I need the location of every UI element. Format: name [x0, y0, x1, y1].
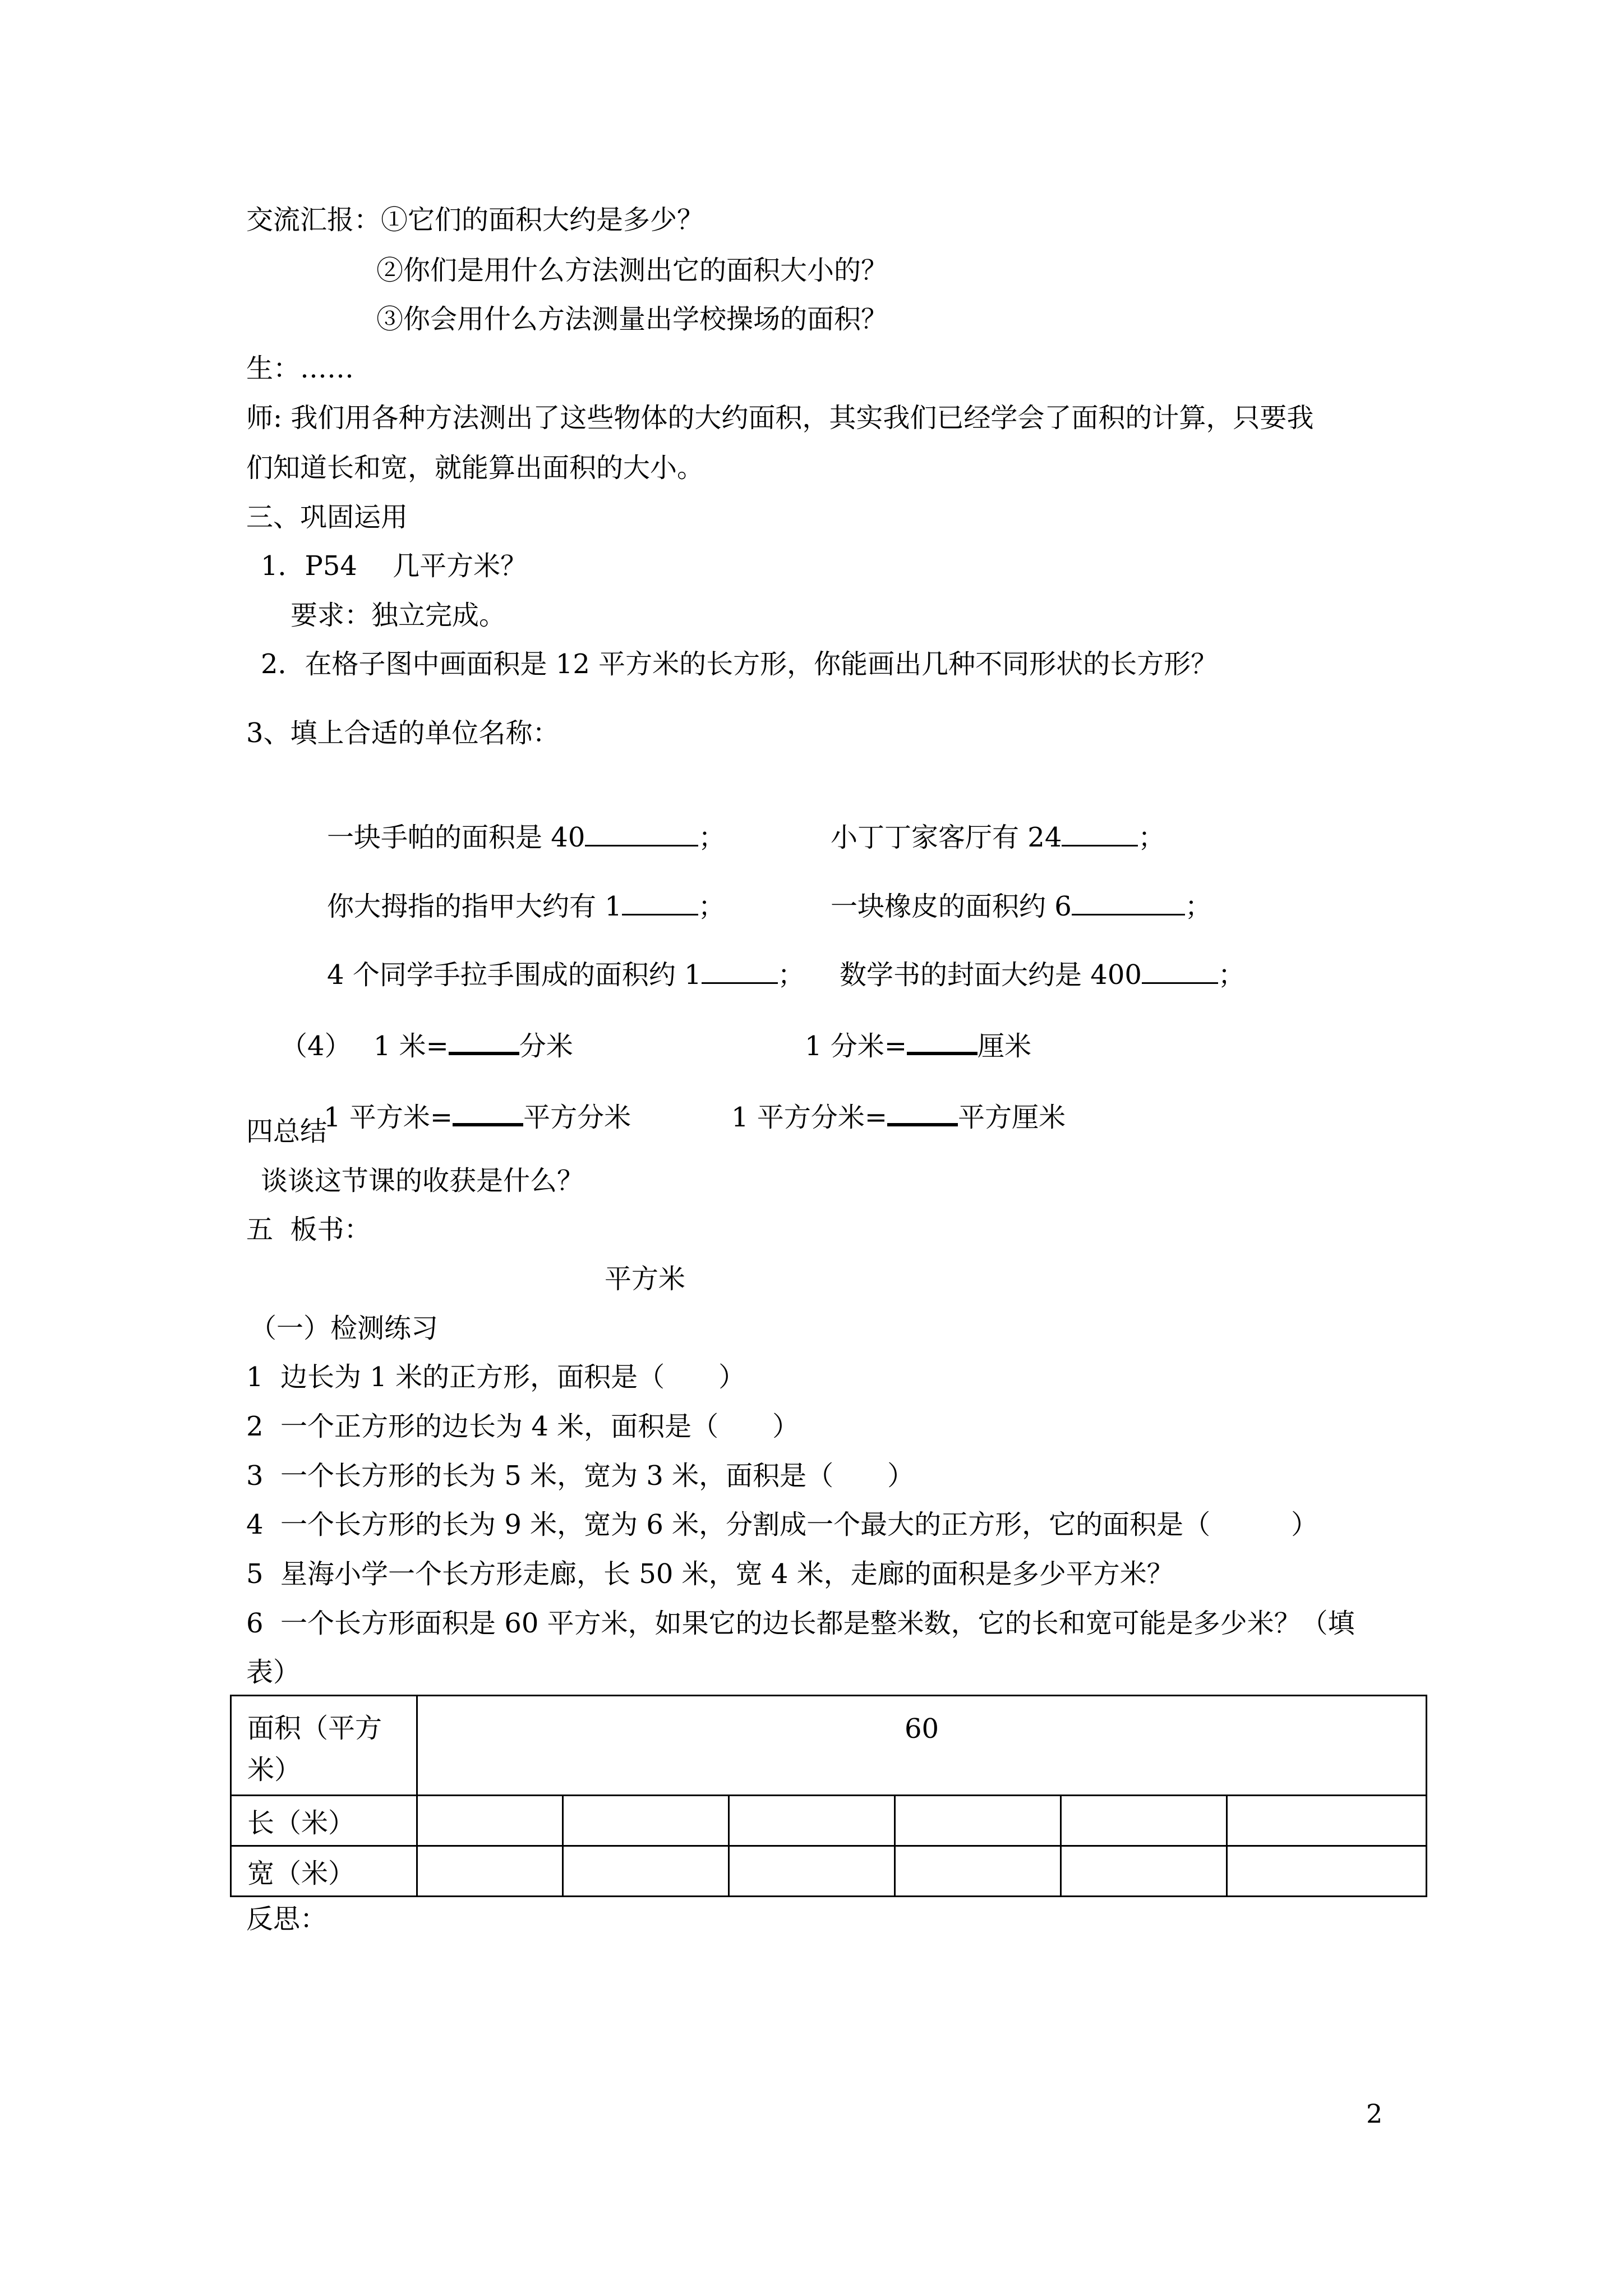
length-width-table — [230, 1695, 1427, 1897]
convert-meter-decimeter: （4） 1 米= 分米 — [246, 998, 573, 1087]
fill-thumbnail: 你大拇指的指甲大约有 1 ； — [293, 860, 725, 947]
report-heading: 交流汇报：①它们的面积大约是多少？ — [246, 204, 704, 236]
width-label-cell: 宽（米） — [231, 1846, 417, 1897]
test-question-2: 2 一个正方形的边长为 4 米，面积是（ ） — [246, 1411, 800, 1442]
area-label-line-2: 米） — [247, 1754, 302, 1786]
teacher-line-1: 师: 我们用各种方法测出了这些物体的大约面积，其实我们已经学会了面积的计算，只要我 — [246, 402, 1314, 434]
answer-blank[interactable] — [449, 1025, 519, 1055]
answer-blank[interactable] — [1072, 887, 1185, 915]
table-row — [231, 1846, 1427, 1897]
answer-blank[interactable] — [907, 1025, 978, 1055]
length-answer-cell[interactable] — [729, 1796, 895, 1846]
test-question-6-line-1: 6 一个长方形面积是 60 平方米，如果它的边长都是整米数，它的长和宽可能是多少米？（填 — [246, 1608, 1355, 1639]
exercise-3-heading: 3、填上合适的单位名称： — [246, 717, 560, 749]
length-answer-cell[interactable] — [417, 1796, 563, 1846]
test-question-6-line-2: 表） — [246, 1657, 301, 1688]
fill-book-cover: 数学书的封面大约是 400 ； — [805, 928, 1245, 1015]
length-answer-cell[interactable] — [563, 1796, 729, 1846]
page-number: 2 — [1366, 2099, 1383, 2129]
width-answer-cell[interactable] — [563, 1846, 729, 1897]
exercise-1-requirement: 要求：独立完成。 — [291, 600, 506, 631]
width-answer-cell[interactable] — [1227, 1846, 1427, 1897]
exercise-2: 2．在格子图中画面积是 12 平方米的长方形，你能画出几种不同形状的长方形？ — [261, 648, 1218, 680]
length-answer-cell[interactable] — [1061, 1796, 1227, 1846]
board-title: 平方米 — [605, 1263, 686, 1295]
convert-decimeter-centimeter: 1 分米= 厘米 — [771, 998, 1031, 1087]
section-4-heading: 四总结 — [246, 1116, 328, 1147]
fill-four-classmates: 4 个同学手拉手围成的面积约 1 ； — [293, 928, 805, 1015]
length-answer-cell[interactable] — [895, 1796, 1061, 1846]
summary-question: 谈谈这节课的收获是什么？ — [261, 1165, 584, 1197]
answer-blank[interactable] — [622, 887, 698, 915]
convert-sqm-sqdm: 1 平方米= 平方分米 — [289, 1069, 631, 1158]
answer-blank[interactable] — [1062, 818, 1138, 846]
fill-living-room: 小丁丁家客厅有 24 ； — [796, 791, 1165, 878]
test-practice-heading: （一）检测练习 — [250, 1313, 439, 1344]
test-question-4: 4 一个长方形的长为 9 米，宽为 6 米，分割成一个最大的正方形，它的面积是（ ） — [246, 1509, 1318, 1540]
reflection-label: 反思： — [246, 1903, 328, 1935]
report-question-3: ③你会用什么方法测量出学校操场的面积？ — [376, 303, 888, 335]
length-answer-cell[interactable] — [1227, 1796, 1427, 1846]
width-answer-cell[interactable] — [1061, 1846, 1227, 1897]
answer-blank[interactable] — [702, 955, 778, 984]
fill-eraser: 一块橡皮的面积约 6 ； — [796, 860, 1212, 947]
length-label-cell: 长（米） — [231, 1796, 417, 1846]
answer-blank[interactable] — [887, 1096, 958, 1126]
section-3-heading: 三、巩固运用 — [246, 501, 408, 533]
exercise-1: 1．P54 几平方米？ — [261, 550, 528, 582]
convert-sqdm-sqcm: 1 平方分米= 平方厘米 — [697, 1069, 1066, 1158]
test-question-1: 1 边长为 1 米的正方形，面积是（ ） — [246, 1361, 746, 1393]
answer-blank[interactable] — [453, 1096, 523, 1126]
section-5-heading: 五 板书： — [246, 1214, 371, 1245]
area-value-cell: 60 — [417, 1696, 1427, 1796]
test-question-5: 5 星海小学一个长方形走廊，长 50 米，宽 4 米，走廊的面积是多少平方米？ — [246, 1558, 1174, 1590]
fill-handkerchief: 一块手帕的面积是 40 ； — [293, 791, 725, 878]
width-answer-cell[interactable] — [895, 1846, 1061, 1897]
report-question-2: ②你们是用什么方法测出它的面积大小的？ — [376, 255, 888, 286]
test-question-3: 3 一个长方形的长为 5 米，宽为 3 米，面积是（ ） — [246, 1460, 915, 1492]
student-line: 生：…… — [246, 353, 354, 384]
width-answer-cell[interactable] — [417, 1846, 563, 1897]
teacher-line-2: 们知道长和宽，就能算出面积的大小。 — [246, 452, 704, 484]
area-label-line-1: 面积（平方 — [247, 1713, 382, 1744]
area-header-cell — [231, 1696, 417, 1796]
table-row — [231, 1796, 1427, 1846]
answer-blank[interactable] — [585, 818, 698, 846]
width-answer-cell[interactable] — [729, 1846, 895, 1897]
table-row — [231, 1696, 1427, 1796]
answer-blank[interactable] — [1142, 955, 1218, 984]
